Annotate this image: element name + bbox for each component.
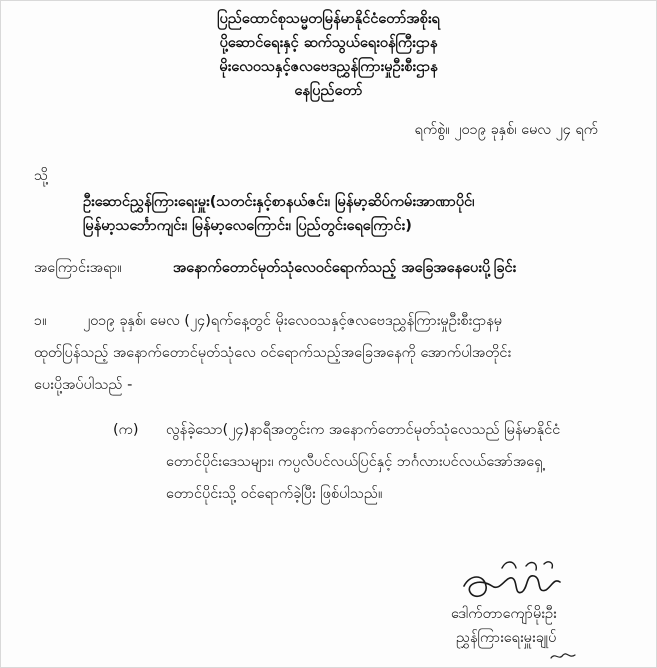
subject-label: အကြောင်းအရာ။ <box>34 260 122 276</box>
initials-mark <box>549 649 579 663</box>
signatory-name: ဒေါက်တာကျော်မိုးဦး <box>451 606 557 622</box>
paragraph-2-line-2: တောင်ပိုင်းဒေသများ၊ ကပ္ပလီပင်လယ်ပြင်နှင့် ဘင်္ဂလားပင်လယ်အော်အရှေ့ <box>166 454 543 470</box>
recipients-line-2: မြန်မာ့သင်္ဘောကျင်း၊ မြန်မာ့လေကြောင်း၊ ပြည်တွင်းရေကြောင်း) <box>83 218 412 234</box>
to-label: သို့ <box>34 168 49 184</box>
paragraph-2-line-1: လွန်ခဲ့သော(၂၄)နာရီအတွင်းက အနောက်တောင်မုတ်သုံလေသည် မြန်မာနိုင်ငံ <box>166 422 561 438</box>
handwritten-signature <box>456 556 576 606</box>
paragraph-2-line-3: တောင်ပိုင်းသို့ ဝင်ရောက်ခဲ့ပြီး ဖြစ်ပါသည်။ <box>166 486 383 502</box>
letterhead-government: ပြည်ထောင်စုသမ္မတမြန်မာနိုင်ငံတော်အစိုးရ <box>217 11 440 27</box>
paragraph-2-number: (က) <box>113 422 139 438</box>
letterhead-city: နေပြည်တော် <box>294 83 363 99</box>
subject-text: အနောက်တောင်မုတ်သုံလေဝင်ရောက်သည့် အခြေအနေပေးပို့ခြင်း <box>173 260 517 276</box>
letterhead <box>1 7 656 103</box>
signatory-title: ညွှန်ကြားရေးမှူးချုပ် <box>456 630 557 646</box>
paragraph-1-line-3: ပေးပို့အပ်ပါသည် - <box>34 377 133 393</box>
paragraph-1-number: ၁။ <box>34 313 47 329</box>
letterhead-department: မိုးလေဝသနှင့်ဇလဗေဒညွှန်ကြားမှုဦးစီးဌာန <box>219 59 438 75</box>
paragraph-1-line-2: ထုတ်ပြန်သည့် အနောက်တောင်မုတ်သုံလေ ဝင်ရောက်သည့်အခြေအနေကို အောက်ပါအတိုင်း <box>34 345 512 361</box>
recipients-line-1: ဦးဆောင်ညွှန်ကြားရေးမှူး(သတင်းနှင့်စာနယ်ဇင်း၊ မြန်မာ့ဆိပ်ကမ်းအာဏာပိုင်၊ <box>83 194 475 210</box>
paragraph-1-line-1: ၂၀၁၉ ခုနှစ်၊ မေလ (၂၄)ရက်နေ့တွင် မိုးလေဝသနှင့်ဇလဗေဒညွှန်ကြားမှုဦးစီးဌာနမှ <box>83 313 503 329</box>
letterhead-ministry: ပို့ဆောင်ရေးနှင့် ဆက်သွယ်ရေးဝန်ကြီးဌာန <box>219 35 438 51</box>
letter-date: ရက်စွဲ။ ၂၀၁၉ ခုနှစ်၊ မေလ ၂၄ ရက် <box>414 122 598 138</box>
